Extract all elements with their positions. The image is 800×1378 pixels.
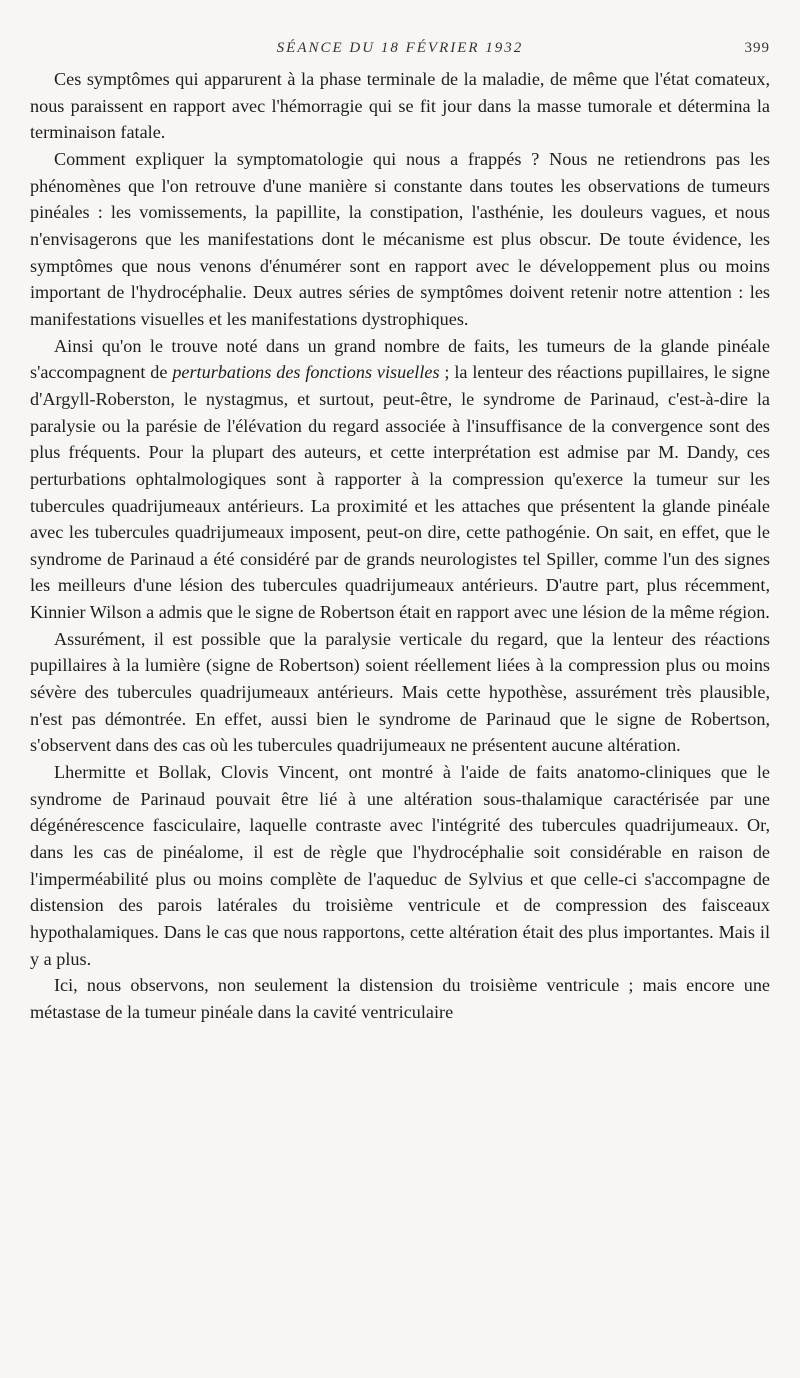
paragraph: Lhermitte et Bollak, Clovis Vincent, ont montré à l'aide de faits anatomo-cliniques que le syndrome de Parinaud pouvait être lié à une altération sous-thalamique caractérisée par une dégénérescence fasciculaire, laquelle contraste avec l'intégrité des tubercules quadrijumeaux. Or, dans les cas de pinéalome, il est de règle que l'hydrocéphalie soit considérable en raison de l'imperméabilité plus ou moins complète de l'aqueduc de Sylvius et que celle-ci s'accompagne de distension des parois latérales du troisième ventricule et de compression des faisceaux hypothalamiques. Dans le cas que nous rapportons, cette altération était des plus importantes. Mais il y a plus. [30, 762, 770, 969]
paragraph: Ces symptômes qui apparurent à la phase terminale de la maladie, de même que l'état comateux, nous paraissent en rapport avec l'hémorragie qui se fit jour dans la masse tumorale et détermina la terminaison fatale. [30, 69, 770, 143]
running-header [30, 40, 770, 66]
paragraph [30, 333, 770, 626]
paragraph: Comment expliquer la symptomatologie qui nous a frappés ? Nous ne retiendrons pas les phénomènes que l'on retrouve d'une manière si constante dans toutes les observations de tumeurs pinéales : les vomissements, la papillite, la constipation, l'asthénie, les douleurs vagues, et nous n'envisagerons que les manifestations dont le mécanisme est plus obscur. De toute évidence, les symptômes que nous venons d'énumérer sont en rapport avec le développement plus ou moins important de l'hydrocéphalie. Deux autres séries de symptômes doivent retenir notre attention : les manifestations visuelles et les manifestations dystrophiques. [30, 148, 770, 329]
document-page [30, 40, 770, 1026]
emphasized-phrase: perturbations des fonctions visuelles [172, 362, 440, 383]
page-number: 399 [744, 40, 770, 56]
paragraph-text: Ainsi qu'on le trouve noté dans un grand nombre de faits, les tumeurs de la glande pinéale s'accompagnent de [30, 335, 770, 383]
paragraph-text: ; la lenteur des réactions pupillaires, le signe d'Argyll-Roberston, le nystagmus, et surtout, peut-être, le syndrome de Parinaud, c'est-à-dire la paralysie ou la parésie de l'élévation du regard associée à l'insuffisance de la convergence sont des plus fréquents. Pour la plupart des auteurs, et cette interprétation est admise par M. Dandy, ces perturbations ophtalmologiques sont à rapporter à la compression qu'exerce la tumeur sur les tubercules quadrijumeaux antérieurs. La proximité et les attaches que présentent la glande pinéale avec les tubercules quadrijumeaux imposent, peut-on dire, cette pathogénie. On sait, en effet, que le syndrome de Parinaud a été considéré par de grands neurologistes tel Spiller, comme l'un des signes les meilleurs d'une lésion des tubercules quadrijumeaux antérieurs. D'autre part, plus récemment, Kinnier Wilson a admis que le signe de Robertson était en rapport avec une lésion de la même région. [30, 362, 770, 623]
body-text [30, 66, 770, 1026]
paragraph: Ici, nous observons, non seulement la distension du troisième ventricule ; mais encore une métastase de la tumeur pinéale dans la cavité ventriculaire [30, 975, 770, 1022]
running-title: SÉANCE DU 18 FÉVRIER 1932 [276, 40, 524, 56]
paragraph: Assurément, il est possible que la paralysie verticale du regard, que la lenteur des réactions pupillaires à la lumière (signe de Robertson) soient réellement liées à la compression plus ou moins sévère des tubercules quadrijumeaux antérieurs. Mais cette hypothèse, assurément très plausible, n'est pas démontrée. En effet, aussi bien le syndrome de Parinaud que le signe de Robertson, s'observent dans des cas où les tubercules quadrijumeaux ne présentent aucune altération. [30, 628, 770, 756]
